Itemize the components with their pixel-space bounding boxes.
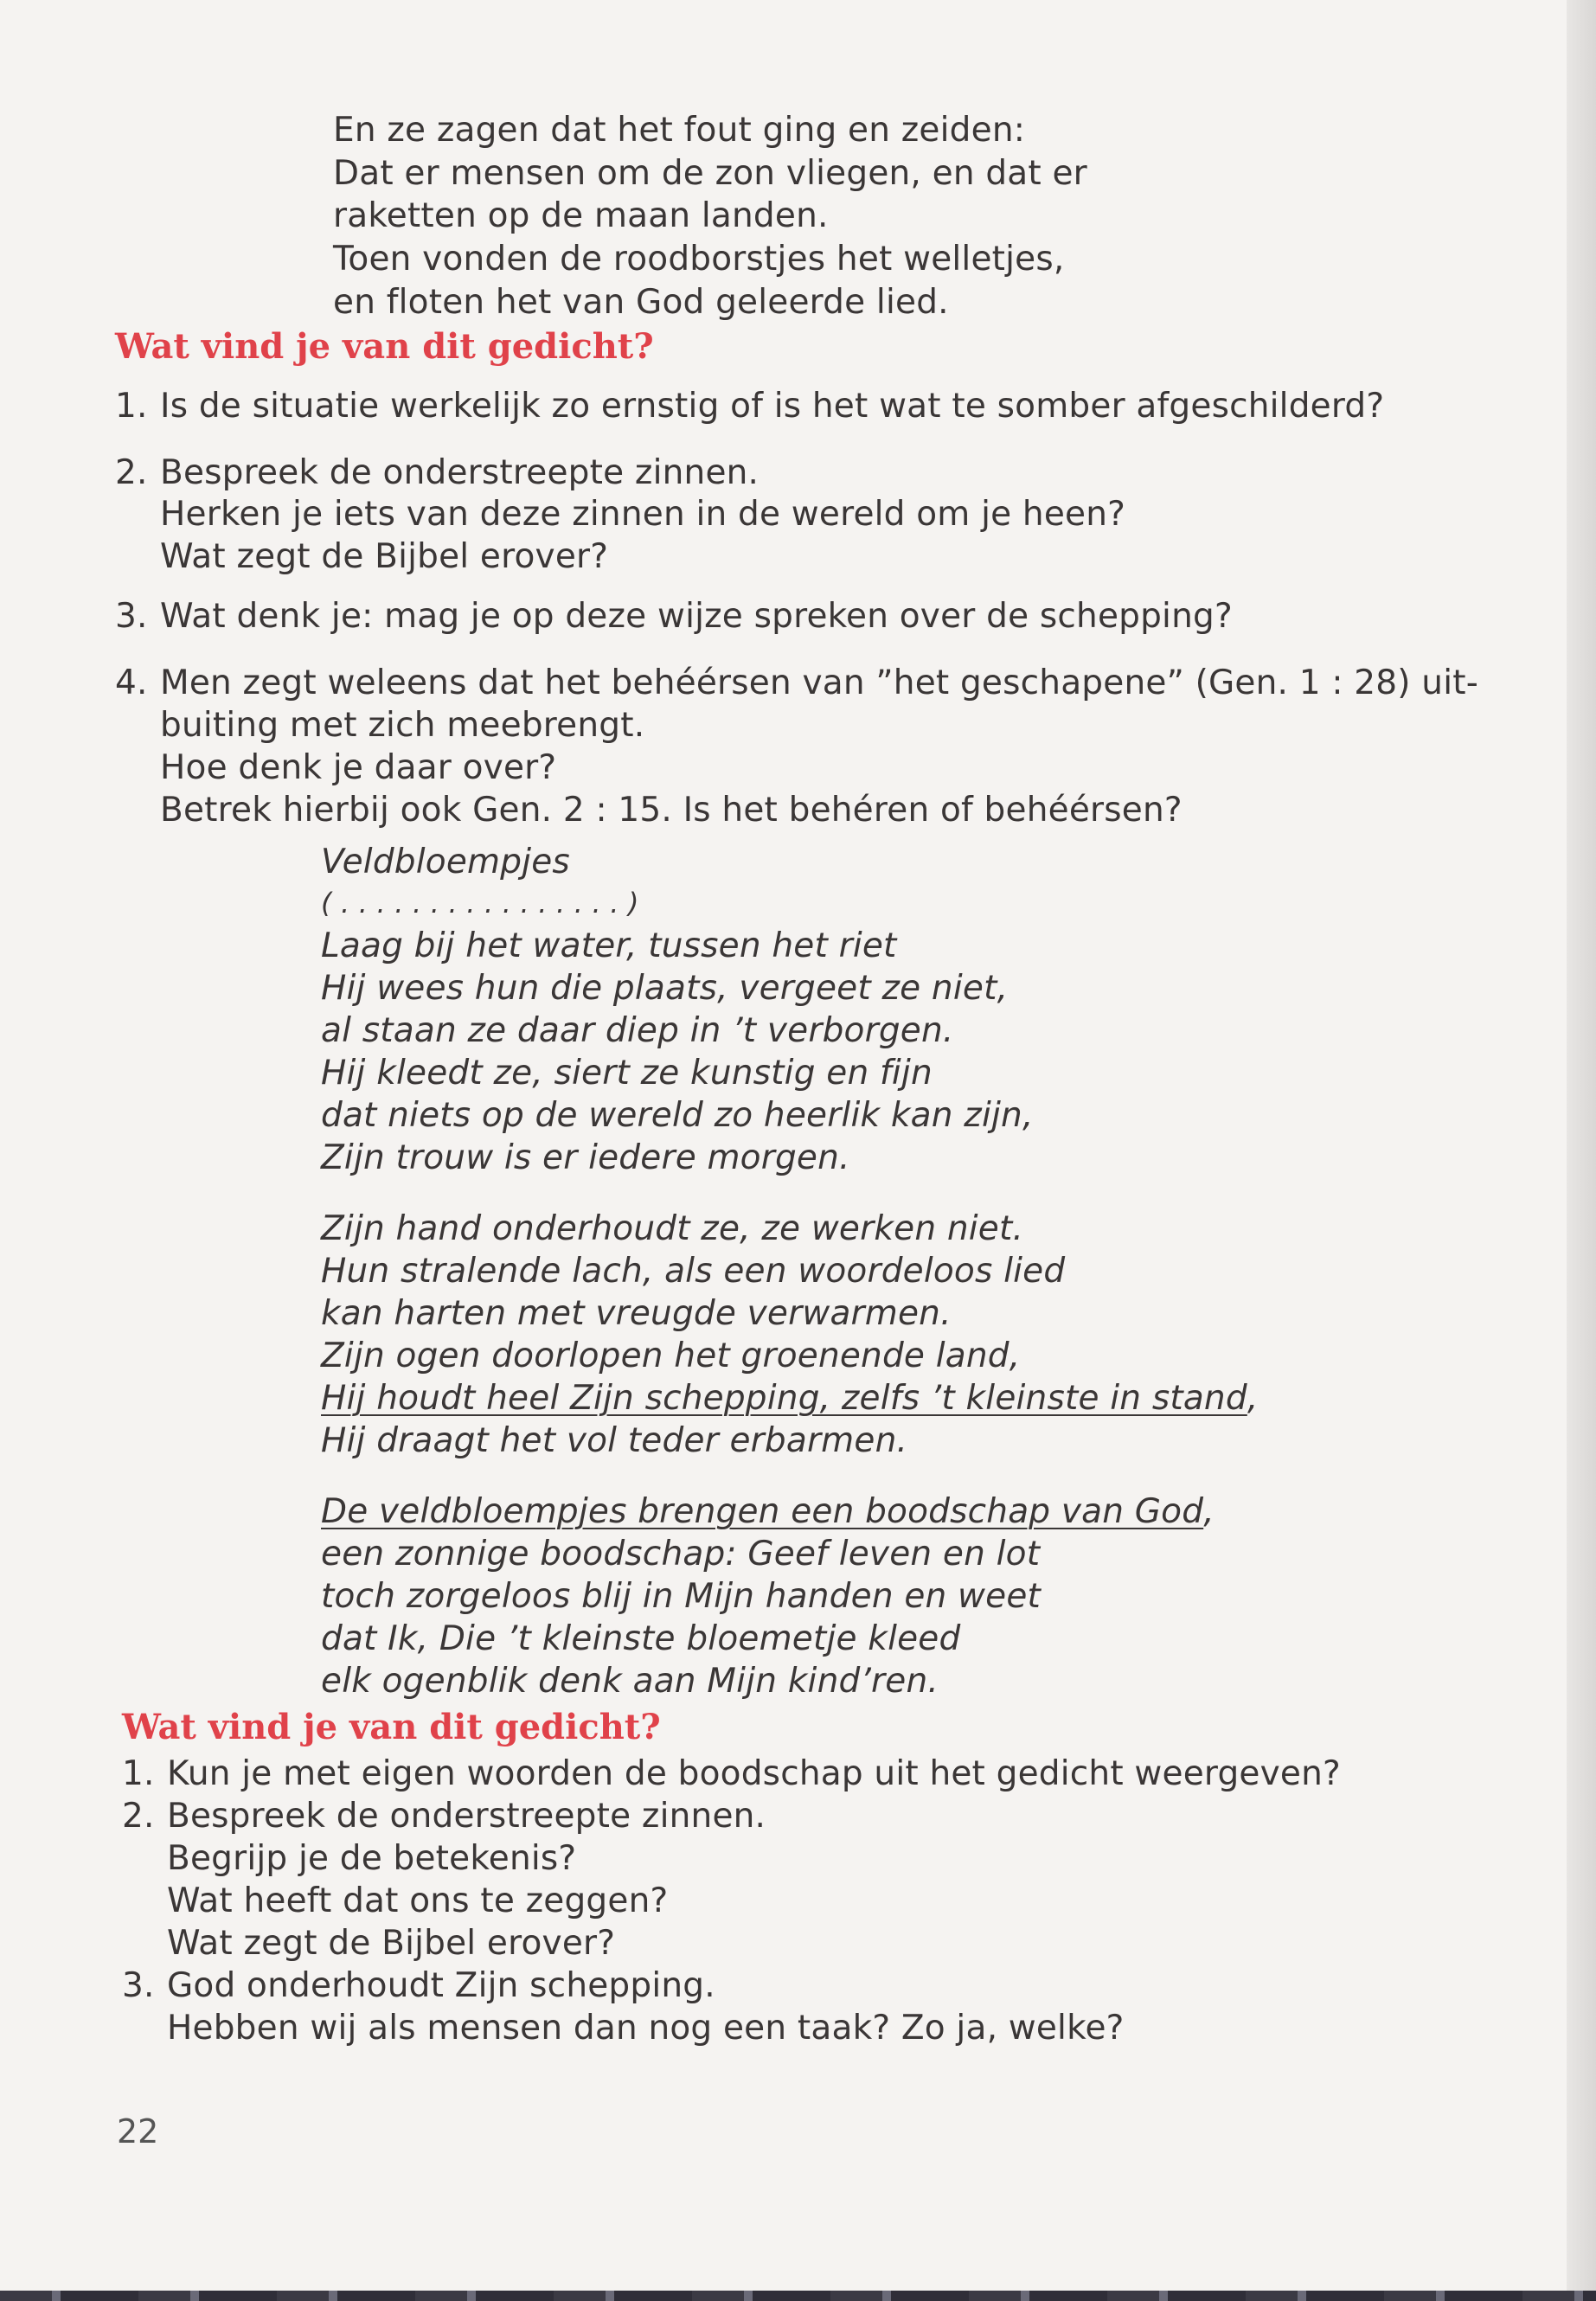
question-2 — [115, 452, 759, 494]
poem1-line: Dat er mensen om de zon vliegen, en dat er — [333, 154, 1087, 193]
question-3 — [115, 596, 1233, 638]
underlined-sentence: Hij houdt heel Zijn schepping, zelfs ’t kleinste in stand — [321, 1379, 1247, 1418]
question-text: buiting met zich meebrengt. — [160, 706, 645, 745]
question-text: God onderhoudt Zijn schepping. — [167, 1966, 715, 2005]
question-number: 3. — [115, 597, 148, 636]
scan-bottom-edge — [0, 2291, 1596, 2301]
question-number: 4. — [115, 663, 148, 702]
question-number: 1. — [122, 1754, 155, 1793]
question-text: Wat denk je: mag je op deze wijze spreken over de schepping? — [160, 597, 1233, 636]
question-text: Bespreek de onderstreepte zinnen. — [167, 1797, 766, 1836]
poem1-line: raketten op de maan landen. — [333, 196, 829, 235]
poem-title: Veldbloempjes — [321, 843, 570, 881]
poem-line: Hij wees hun die plaats, vergeet ze niet, — [321, 969, 1009, 1008]
question-text: Herken je iets van deze zinnen in de wereld om je heen? — [160, 495, 1126, 534]
poem-line: dat Ik, Die ’t kleinste bloemetje kleed — [321, 1619, 961, 1658]
question-text: Wat zegt de Bijbel erover? — [160, 537, 609, 576]
question-text: Hoe denk je daar over? — [160, 748, 557, 787]
page-number: 22 — [117, 2112, 159, 2150]
poem-line: toch zorgeloos blij in Mijn handen en weet — [321, 1577, 1042, 1616]
poem-line: een zonnige boodschap: Geef leven en lot — [321, 1535, 1041, 1574]
poem-line: Laag bij het water, tussen het riet — [321, 926, 897, 965]
poem-line-underlined — [321, 1378, 1258, 1420]
poem-line: Hij draagt het vol teder erbarmen. — [321, 1421, 908, 1460]
poem1-line: Toen vonden de roodborstjes het welletjes, — [333, 240, 1065, 279]
question-number: 2. — [115, 453, 148, 492]
poem-line: Zijn ogen doorlopen het groenende land, — [321, 1336, 1021, 1375]
section-heading: Wat vind je van dit gedicht? — [115, 326, 654, 367]
question-text: Begrijp je de betekenis? — [167, 1839, 577, 1878]
punctuation: , — [1247, 1379, 1259, 1418]
question-text: Wat zegt de Bijbel erover? — [167, 1924, 616, 1963]
poem1-line: en floten het van God geleerde lied. — [333, 283, 949, 322]
poem-line: Zijn hand onderhoudt ze, ze werken niet. — [321, 1209, 1024, 1248]
poem1-line: En ze zagen dat het fout ging en zeiden: — [333, 111, 1026, 150]
question-text: Betrek hierbij ook Gen. 2 : 15. Is het behéren of behéérsen? — [160, 791, 1183, 830]
punctuation: , — [1203, 1492, 1215, 1531]
question-4 — [115, 663, 1478, 704]
question-1 — [122, 1753, 1341, 1795]
question-number: 3. — [122, 1966, 155, 2005]
poem-line: dat niets op de wereld zo heerlik kan zijn, — [321, 1096, 1034, 1135]
question-3 — [122, 1965, 715, 2007]
question-text: Men zegt weleens dat het behéérsen van ”het geschapene” (Gen. 1 : 28) uit- — [160, 663, 1479, 702]
poem-author: ( . . . . . . . . . . . . . . . . ) — [321, 887, 639, 920]
question-text: Bespreek de onderstreepte zinnen. — [160, 453, 760, 492]
poem-line: Hun stralende lach, als een woordeloos lied — [321, 1252, 1066, 1291]
question-number: 1. — [115, 387, 148, 426]
poem-line: al staan ze daar diep in ’t verborgen. — [321, 1011, 954, 1050]
poem-line: kan harten met vreugde verwarmen. — [321, 1294, 952, 1333]
question-2 — [122, 1796, 766, 1837]
question-text: Wat heeft dat ons te zeggen? — [167, 1881, 669, 1920]
question-1 — [115, 386, 1384, 427]
section-heading: Wat vind je van dit gedicht? — [122, 1707, 661, 1747]
question-text: Is de situatie werkelijk zo ernstig of is het wat te somber afgeschilderd? — [160, 387, 1385, 426]
question-number: 2. — [122, 1797, 155, 1836]
question-text: Kun je met eigen woorden de boodschap uit het gedicht weergeven? — [167, 1754, 1341, 1793]
question-text: Hebben wij als mensen dan nog een taak? Zo ja, welke? — [167, 2009, 1125, 2048]
poem-line: elk ogenblik denk aan Mijn kind’ren. — [321, 1662, 939, 1701]
poem-line: Hij kleedt ze, siert ze kunstig en fijn — [321, 1054, 933, 1093]
poem-line-underlined — [321, 1491, 1215, 1533]
page-edge-shadow — [1567, 0, 1596, 2301]
poem-line: Zijn trouw is er iedere morgen. — [321, 1138, 850, 1177]
underlined-sentence: De veldbloempjes brengen een boodschap van God — [321, 1492, 1204, 1531]
